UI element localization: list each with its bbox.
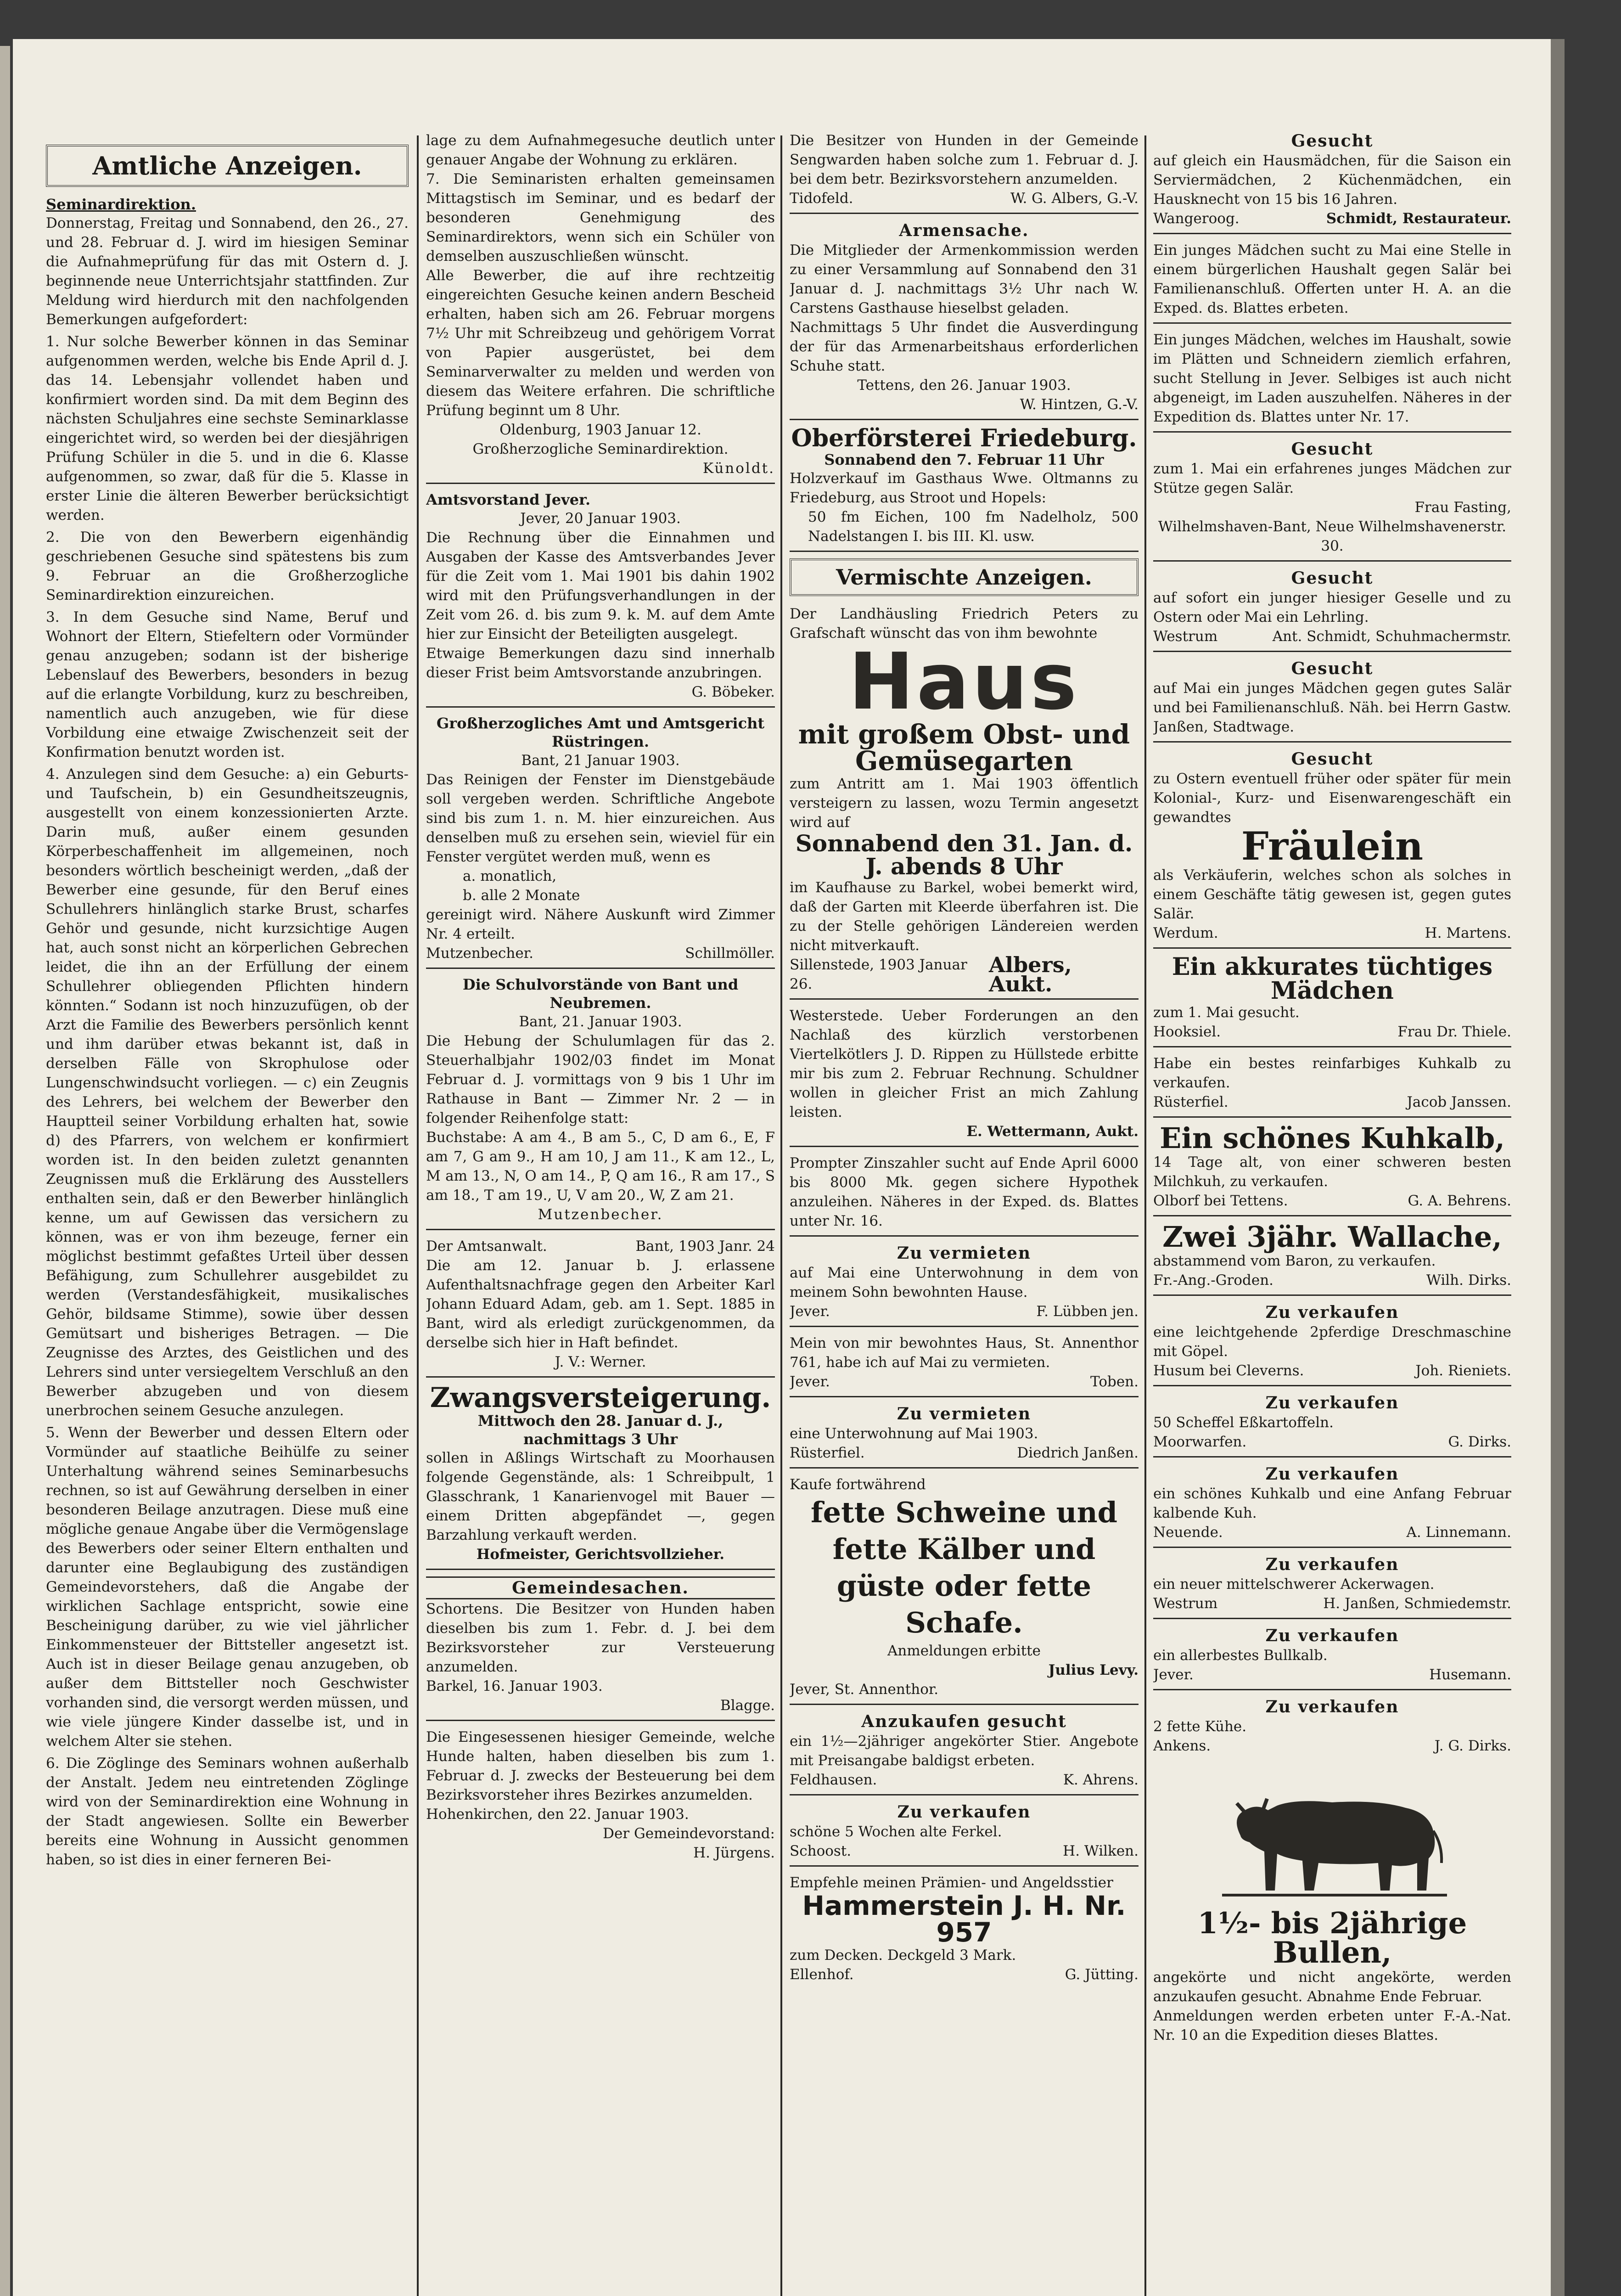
- paragraph: 14 Tage alt, von einer schweren besten Milchkuh, zu verkaufen.: [1153, 1154, 1511, 1190]
- paragraph: Anmeldungen erbitte: [887, 1643, 1041, 1659]
- signature-row: [1153, 1271, 1511, 1290]
- signature: Diedrich Janßen.: [1017, 1445, 1139, 1461]
- book-spine-edge: [1551, 39, 1565, 2296]
- place: Schoost.: [790, 1843, 852, 1859]
- dateline: Oldenburg, 1903 Januar 12.: [499, 422, 701, 438]
- signature: Schmidt, Restaurateur.: [1326, 210, 1511, 227]
- ad-title: Armensache.: [899, 221, 1029, 240]
- ad-title: Gesucht: [1291, 131, 1374, 151]
- signature: Blagge.: [720, 1697, 775, 1714]
- column-rule: [417, 135, 419, 2296]
- signature-row: [790, 1302, 1139, 1321]
- ad-title: Zu vermieten: [897, 1244, 1032, 1263]
- dateline: Barkel, 16. Januar 1903.: [426, 1678, 603, 1694]
- place: Wangeroog.: [1153, 210, 1240, 227]
- signature-row: [1153, 1432, 1511, 1452]
- place: Feldhausen.: [790, 1772, 877, 1788]
- signature: Frau Fasting,: [1414, 499, 1511, 516]
- paragraph: Holzverkauf im Gasthaus Wwe. Oltmanns zu Friedeburg, aus Stroot und Hopels:: [790, 470, 1139, 506]
- signature: K. Ahrens.: [1063, 1772, 1139, 1788]
- headline: Ein akkurates tüchtiges Mädchen: [1172, 953, 1493, 1005]
- signature: G. Jütting.: [1065, 1966, 1139, 1983]
- ad-title: Anzukaufen gesucht: [861, 1712, 1067, 1731]
- ad-title: Oberförsterei Friedeburg.: [791, 424, 1137, 452]
- org-seminardirektion: Seminardirektion.: [46, 196, 196, 213]
- org-name: Großherzogliche Seminardirektion.: [472, 441, 729, 457]
- paragraph: im Kaufhause zu Barkel, wobei bemerkt wird, daß der Garten mit Kleerde überfahren ist. Die zu der Stelle gehörigen Ländereien werden nicht mitverkauft.: [790, 879, 1139, 954]
- paragraph: 5. Wenn der Bewerber und dessen Eltern oder Vormünder auf staatliche Beihülfe zu seiner Unterhaltung während seines Seminarbesuchs rechnen, so ist auf Gewährung derselben in einer besonderen Beilage anzutragen. Diese muß eine mögliche genaue Angabe über die Vermögenslage des Bewerbers oder seiner Eltern enthalten und darunter eine Beglaubigung des zuständigen Gemeindevorstehers, daß die Angabe der wirklichen Sachlage entspricht, sowie eine Bescheinigung darüber, zu wie viel jährlicher Einkommensteuer der Bittsteller angesetzt ist. Auch ist in dieser Beilage genau anzugeben, ob außer dem Bittsteller noch Geschwister vorhanden sind, die versorgt werden müssen, und wie viele jüngere Kinder dasselbe ist, und in welchem Alter sie stehen.: [46, 1424, 409, 1750]
- place: Wilhelmshaven-Bant, Neue Wilhelmshavenerstr. 30.: [1158, 518, 1507, 554]
- ad-title: Zu verkaufen: [1265, 1555, 1399, 1574]
- ad-kartoffeln: [1153, 1393, 1511, 1458]
- paragraph: Anmeldungen werden erbeten unter F.-A.-Nat. Nr. 10 an die Expedition dieses Blattes.: [1153, 2008, 1511, 2043]
- section-header-vermischte: Vermischte Anzeigen.: [790, 558, 1139, 596]
- signature: Jacob Janssen.: [1407, 1094, 1511, 1110]
- dateline: Tettens, den 26. Januar 1903.: [857, 377, 1071, 394]
- paragraph: 6. Die Zöglinge des Seminars wohnen außerhalb der Anstalt. Jedem neu eintretenden Zöglinge wird von der Seminardirektion eine Wohnung in der Stadt angewiesen. Sollte ein Bewerber bereits eine Wohnung in Aussicht genommen haben, so ist dies in einer ferneren Bei-: [46, 1755, 409, 1868]
- ad-westerstede: [790, 1006, 1139, 1147]
- place: Jever.: [1153, 1666, 1194, 1683]
- ad-schulvorstaende: [426, 975, 775, 1230]
- signature-row: [1153, 1523, 1511, 1542]
- paragraph: zu Ostern eventuell früher oder später für mein Kolonial-, Kurz- und Eisenwarengeschäft ein gewandtes: [1153, 771, 1511, 826]
- ad-hammerstein: [790, 1873, 1139, 1989]
- headline-haus: Haus: [848, 636, 1080, 727]
- paragraph: lage zu dem Aufnahmegesuche deutlich unter genauer Angabe der Wohnung zu erklären.: [426, 132, 775, 168]
- signature: Toben.: [1090, 1373, 1139, 1390]
- ad-gesucht-maedchen: [1153, 658, 1511, 743]
- paragraph: Alle Bewerber, die auf ihre rechtzeitig eingereichten Gesuche keinen andern Bescheid erhalten, haben sich am 26. Februar morgens 7½ Uhr mit Schreibzeug und gehörigem Vorrat von Papier ausgerüstet, bei dem Seminarverwalter zu melden und werden von diesem das Weitere erfahren. Die schriftliche Prüfung beginnt um 8 Uhr.: [426, 267, 775, 419]
- signature: Schillmöller.: [685, 945, 775, 962]
- paragraph: Die Besitzer von Hunden in der Gemeinde Sengwarden haben solche zum 1. Februar d. J. bei dem betr. Bezirksvorstehern anzumelden.: [790, 132, 1139, 187]
- title-row: [426, 1237, 775, 1256]
- paragraph: 2. Die von den Bewerbern eigenhändig geschriebenen Gesuche sind spätestens bis zum 9. Februar an die Großherzogliche Seminardirektion einzureichen.: [46, 529, 409, 603]
- paragraph: auf gleich ein Hausmädchen, für die Saison ein Serviermädchen, 2 Küchenmädchen, ein Hausknecht von 15 bis 16 Jahren.: [1153, 152, 1511, 208]
- signature: H. Martens.: [1425, 925, 1511, 941]
- signature-row: [426, 944, 775, 963]
- signature-row: [790, 1372, 1139, 1391]
- ad-title: Amtsvorstand Jever.: [426, 491, 591, 508]
- dateline: Bant, 21 Januar 1903.: [521, 752, 680, 769]
- signature: Mutzenbecher.: [538, 1206, 663, 1223]
- paragraph: zum Decken. Deckgeld 3 Mark.: [790, 1947, 1016, 1964]
- ad-armensache: [790, 220, 1139, 420]
- ad-zwangsversteigerung: [426, 1384, 775, 1570]
- ad-title: Zu verkaufen: [1265, 1464, 1399, 1484]
- place: Rüsterfiel.: [1153, 1094, 1228, 1110]
- signature: Hofmeister, Gerichtsvollzieher.: [476, 1546, 725, 1563]
- place: Olborf bei Tettens.: [1153, 1193, 1288, 1209]
- place: Jever.: [790, 1373, 830, 1390]
- column-1: [46, 131, 409, 2296]
- signature-row: [790, 1965, 1139, 1984]
- paragraph: angekörte und nicht angekörte, werden anzukaufen gesucht. Abnahme Ende Februar.: [1153, 1969, 1511, 2005]
- signature: Ant. Schmidt, Schuhmachermstr.: [1272, 628, 1511, 645]
- ad-gesucht-stuetze: [1153, 439, 1511, 562]
- ad-gesucht-fraeulein: [1153, 749, 1511, 949]
- ad-title: Der Amtsanwalt.: [426, 1238, 547, 1255]
- ad-title: Zwangsversteigerung.: [430, 1382, 771, 1414]
- dateline: Bant, 21. Januar 1903.: [519, 1013, 682, 1030]
- ad-title: Gesucht: [1291, 749, 1374, 769]
- paragraph: Buchstabe: A am 4., B am 5., C, D am 6., E, F am 7, G am 9., H am 10, J am 11., K am 12., L, M am 13., N, O am 14., P, Q am 16., R am 17., S am 18., T am 19., U, V am 20., W, Z am 21.: [426, 1129, 775, 1204]
- signature: G. Böbeker.: [691, 684, 775, 700]
- paragraph: schöne 5 Wochen alte Ferkel.: [790, 1823, 1002, 1840]
- paragraph: Ein junges Mädchen, welches im Haushalt, sowie im Plätten und Schneidern ziemlich erfahren, sucht Stellung in Jever. Selbiges ist auch nicht abgeneigt, im Laden auszuhelfen. Näheres in der Expedition ds. Blattes unter Nr. 17.: [1153, 332, 1511, 425]
- ad-zu-vermieten-2: [790, 1404, 1139, 1469]
- bull-illustration: [1213, 1767, 1452, 1904]
- ad-kuh-kalb: [1153, 1464, 1511, 1548]
- ad-seminar-continued: [426, 131, 775, 484]
- paragraph: ein schönes Kuhkalb und eine Anfang Februar kalbende Kuh.: [1153, 1486, 1511, 1521]
- ad-hunde-sengwarden: [790, 131, 1139, 214]
- paragraph: zum Antritt am 1. Mai 1903 öffentlich versteigern zu lassen, wozu Termin angesetzt wird auf: [790, 776, 1139, 831]
- paragraph: zum 1. Mai ein erfahrenes junges Mädchen zur Stütze gegen Salär.: [1153, 461, 1511, 496]
- paragraph: Kaufe fortwährend: [790, 1476, 926, 1493]
- signature: Albers, Aukt.: [988, 952, 1072, 996]
- column-rule: [780, 135, 782, 2296]
- paragraph: als Verkäuferin, welches schon als solches in einem Geschäfte tätig gewesen ist, gegen gutes Salär.: [1153, 867, 1511, 922]
- signature-row: [790, 1770, 1139, 1790]
- place: Westrum: [1153, 628, 1218, 645]
- paragraph: eine leichtgehende 2pferdige Dreschmaschine mit Göpel.: [1153, 1324, 1511, 1360]
- signature-row: [1153, 1191, 1511, 1210]
- paragraph: auf Mai ein junges Mädchen gegen gutes Salär und bei Familienanschluß. Näh. bei Herrn Gastw. Janßen, Stadtwage.: [1153, 680, 1511, 735]
- headline: Hammerstein J. H. Nr. 957: [802, 1890, 1126, 1948]
- paragraph: ein neuer mittelschwerer Ackerwagen.: [1153, 1576, 1435, 1593]
- ad-title: Zu verkaufen: [1265, 1697, 1399, 1716]
- signature: G. A. Behrens.: [1408, 1193, 1511, 1209]
- ad-oberfoersterei: [790, 424, 1139, 552]
- paragraph: Prompter Zinszahler sucht auf Ende April 6000 bis 8000 Mk. gegen sichere Hypothek anzuleihen. Näheres in der Exped. ds. Blattes unter Nr. 16.: [790, 1155, 1139, 1229]
- paragraph: 3. In dem Gesuche sind Name, Beruf und Wohnort der Eltern, Stiefeltern oder Vormünder genau anzugeben; sodann ist der bisherige Lebenslauf des Bewerbers, besonders in bezug auf die erlangte Vorbildung, kurz zu beschreiben, namentlich auch anzugeben, wie für diese Vorbildung eine etwaige Zwischenzeit seit der Konfirmation benutzt worden ist.: [46, 609, 409, 760]
- ad-subtitle: mit großem Obst- und Gemüsegarten: [798, 719, 1130, 777]
- ad-title: Zu verkaufen: [1265, 1626, 1399, 1645]
- ad-gesucht-geselle: [1153, 568, 1511, 652]
- paragraph: gereinigt wird. Nähere Auskunft wird Zimmer Nr. 4 erteilt.: [426, 906, 775, 942]
- headline: Ein schönes Kuhkalb,: [1160, 1121, 1505, 1155]
- place: Rüsterfiel.: [790, 1445, 865, 1461]
- paragraph: Westerstede. Ueber Forderungen an den Nachlaß des kürzlich verstorbenen Viertelkötlers J. D. Rippen zu Hüllstede erbitte mir bis zum 2. Februar Rechnung. Schuldner wollen in gleicher Frist an mich Zahlung leisten.: [790, 1007, 1139, 1120]
- signature: Husemann.: [1429, 1666, 1511, 1683]
- paragraph: 7. Die Seminaristen erhalten gemeinsamen Mittagstisch im Seminar, und es bedarf der besonderen Genehmigung des Seminardirektors, wenn sich ein Schüler von demselben auszuschließen wünscht.: [426, 171, 775, 264]
- place: Ellenhof.: [790, 1966, 854, 1983]
- ad-akkurates-maedchen: [1153, 955, 1511, 1047]
- signature: Joh. Rieniets.: [1415, 1362, 1511, 1379]
- dateline: Bant, 1903 Janr. 24: [635, 1238, 775, 1255]
- column-rule: [1144, 135, 1146, 2296]
- signature: G. Dirks.: [1448, 1434, 1511, 1450]
- place: Ankens.: [1153, 1738, 1211, 1754]
- place: Westrum: [1153, 1595, 1218, 1612]
- ad-subtitle: Sonnabend den 7. Februar 11 Uhr: [824, 451, 1104, 468]
- dateline: Sillenstede, 1903 Januar 26.: [790, 957, 967, 992]
- dateline: Hohenkirchen, den 22. Januar 1903.: [426, 1806, 689, 1823]
- signature-row: [1153, 923, 1511, 943]
- list-item: b. alle 2 Monate: [463, 887, 580, 904]
- paragraph: Schortens. Die Besitzer von Hunden haben dieselben bis zum 1. Febr. d. J. bei dem Bezirksvorsteher zur Versteuerung anzumelden.: [426, 1601, 775, 1675]
- ad-title: Gesucht: [1291, 659, 1374, 678]
- signature: Künoldt.: [702, 460, 775, 477]
- ad-title: Gesucht: [1291, 568, 1374, 588]
- signature-row: [1153, 1361, 1511, 1380]
- signature: J. G. Dirks.: [1434, 1738, 1511, 1754]
- ad-title: Gesucht: [1291, 439, 1374, 459]
- adjacent-page-edge: [0, 46, 10, 2296]
- signature: H. Wilken.: [1063, 1843, 1139, 1859]
- paragraph: Etwaige Bemerkungen dazu sind innerhalb dieser Frist beim Amtsvorstande anzubringen.: [426, 645, 775, 681]
- paragraph: 2 fette Kühe.: [1153, 1718, 1247, 1735]
- place: Tidofeld.: [790, 190, 853, 207]
- ad-gesucht-wangeroog: [1153, 131, 1511, 234]
- ad-maedchen-stelle: [1153, 241, 1511, 324]
- signature-row: [790, 1443, 1139, 1463]
- paragraph: Die Rechnung über die Einnahmen und Ausgaben der Kasse des Amtsverbandes Jever für die Zeit vom 1. Mai 1901 bis dahin 1902 wird mit den Prüfungsverhandlungen in der Zeit vom 26. d. bis zum 9. k. M. auf dem Amte hier zur Einsicht der Beteiligten ausgelegt.: [426, 529, 775, 642]
- ad-haus: [790, 604, 1139, 1000]
- place: Werdum.: [1153, 925, 1218, 941]
- column-4: [1153, 131, 1511, 2296]
- paragraph: Empfehle meinen Prämien- und Angeldsstier: [790, 1874, 1113, 1891]
- place: Jever, St. Annenthor.: [790, 1681, 939, 1698]
- section-header-amtliche: Amtliche Anzeigen.: [46, 145, 409, 187]
- org-name: Der Gemeindevorstand:: [603, 1825, 775, 1842]
- signature-row: [790, 189, 1139, 208]
- section-header: Gemeindesachen.: [426, 1576, 775, 1599]
- signature-row: [1153, 1594, 1511, 1613]
- place: Jever.: [790, 1303, 830, 1320]
- paragraph: ein 1½—2jähriger angekörter Stier. Angebote mit Preisangabe baldigst erbeten.: [790, 1733, 1139, 1769]
- column-3: [790, 131, 1139, 2296]
- ad-kaufe-schweine: [790, 1475, 1139, 1705]
- paragraph: Donnerstag, Freitag und Sonnabend, den 26., 27. und 28. Februar d. J. wird im hiesigen Seminar die Aufnahmeprüfung für das mit Ostern d. J. beginnende neue Unterrichtsjahr stattfinden. Zur Meldung wird hierdurch mit den nachfolgenden Bemerkungen aufgefordert:: [46, 215, 409, 328]
- paragraph: Die Eingesessenen hiesiger Gemeinde, welche Hunde halten, haben dieselben bis zum 1. Februar d. J. zwecks der Besteuerung bei dem Bezirksvorsteher ihres Bezirkes anzumelden.: [426, 1729, 775, 1803]
- ad-ackerwagen: [1153, 1554, 1511, 1619]
- ad-title: Großherzogliches Amt und Amtsgericht Rüstringen.: [436, 715, 765, 750]
- ad-amtsvorstand: [426, 490, 775, 708]
- signature: Wilh. Dirks.: [1426, 1272, 1511, 1289]
- headline: fette Schweine und fette Kälber und güste oder fette Schafe.: [810, 1496, 1117, 1639]
- place: Neuende.: [1153, 1524, 1223, 1541]
- signature-row: [1153, 209, 1511, 228]
- ad-kuhkalb-2: [1153, 1121, 1511, 1216]
- paragraph: Die Mitglieder der Armenkommission werden zu einer Versammlung auf Sonnabend den 31 Januar d. J. nachmittags 3½ Uhr nach W. Carstens Gasthause hieselbst geladen.: [790, 242, 1139, 316]
- place: Fr.-Ang.-Groden.: [1153, 1272, 1274, 1289]
- paragraph: Der Landhäusling Friedrich Peters zu Grafschaft wünscht das von ihm bewohnte: [790, 606, 1139, 642]
- place: Moorwarfen.: [1153, 1434, 1247, 1450]
- signature: H. Janßen, Schmiedemstr.: [1323, 1595, 1511, 1612]
- paragraph: Das Reinigen der Fenster im Dienstgebäude soll vergeben werden. Schriftliche Angebote sind bis zum 1. n. M. hier einzureichen. Aus denselben muß zu ersehen sein, wieviel für ein Fenster vergütet werden muß, wenn es: [426, 771, 775, 865]
- list-item: a. monatlich,: [463, 868, 557, 884]
- headline: Fräulein: [1241, 823, 1424, 869]
- dateline: Jever, 20 Januar 1903.: [520, 510, 681, 527]
- paragraph: ein allerbestes Bullkalb.: [1153, 1647, 1328, 1664]
- paragraph: sollen in Aßlings Wirtschaft zu Moorhausen folgende Gegenstände, als: 1 Schreibpult, 1 Glasschrank, 1 Kanarienvogel mit Bauer — einem Dritten abgepfändet —, gegen Barzahlung verkauft werden.: [426, 1450, 775, 1543]
- signature-row: [1153, 1092, 1511, 1112]
- headline: 1½- bis 2jährige Bullen,: [1197, 1906, 1467, 1970]
- signature: W. G. Albers, G.-V.: [1010, 190, 1139, 207]
- ad-kuhkalb-1: [1153, 1054, 1511, 1118]
- paragraph: auf sofort ein junger hiesiger Geselle und zu Ostern oder Mai ein Lehrling.: [1153, 590, 1511, 625]
- signature: Mutzenbecher.: [426, 945, 533, 962]
- paragraph: 50 Scheffel Eßkartoffeln.: [1153, 1414, 1334, 1431]
- paragraph: auf Mai eine Unterwohnung in dem von meinem Sohn bewohnten Hause.: [790, 1265, 1139, 1300]
- paragraph: Ein junges Mädchen sucht zu Mai eine Stelle in einem bürgerlichen Haushalt gegen Salär bei Familienanschluß. Offerten unter H. A. an die Exped. ds. Blattes erbeten.: [1153, 242, 1511, 316]
- paragraph: abstammend vom Baron, zu verkaufen.: [1153, 1253, 1436, 1269]
- signature: Julius Levy.: [1048, 1662, 1139, 1678]
- ad-haus-vermieten: [790, 1334, 1139, 1397]
- paragraph: eine Unterwohnung auf Mai 1903.: [790, 1425, 1038, 1442]
- ad-amtsgericht-ruestringen: [426, 714, 775, 969]
- ad-anzukaufen: [790, 1711, 1139, 1795]
- place: Husum bei Cleverns.: [1153, 1362, 1304, 1379]
- ad-subtitle: Mittwoch den 28. Januar d. J., nachmittags 3 Uhr: [477, 1412, 724, 1448]
- paragraph: 1. Nur solche Bewerber können in das Seminar aufgenommen werden, welche bis Ende April d. J. das 14. Lebensjahr vollendet haben und konfirmiert worden sind. Da mit dem Beginn des nächsten Schuljahres eine sechste Seminarklasse eingerichtet wird, so werden bei der diesjährigen Prüfung Schüler in die 5. und in die 6. Klasse aufgenommen, so zwar, daß für die 5. Klasse in erster Linie die älteren Bewerber berücksichtigt werden.: [46, 333, 409, 523]
- ad-title: Zu vermieten: [897, 1404, 1032, 1424]
- ad-ferkel: [790, 1802, 1139, 1867]
- place: Hooksiel.: [1153, 1024, 1221, 1040]
- ad-bullkalb: [1153, 1626, 1511, 1690]
- signature: J. V.: Werner.: [555, 1354, 646, 1370]
- column-2: [426, 131, 775, 2296]
- paragraph: Die am 12. Januar b. J. erlassene Aufenthaltsnachfrage gegen den Arbeiter Karl Johann Eduard Adam, geb. am 1. Sept. 1885 in Bant, wird als erledigt zurückgenommen, da derselbe sich hier in Haft befindet.: [426, 1257, 775, 1351]
- ad-hohenkirchen: [426, 1728, 775, 1867]
- paragraph: Nachmittags 5 Uhr findet die Ausverdingung der für das Armenarbeitshaus erforderlichen Schuhe statt.: [790, 319, 1139, 374]
- signature: Frau Dr. Thiele.: [1397, 1024, 1511, 1040]
- signature-row: [790, 952, 1139, 996]
- ad-dreschmaschine: [1153, 1302, 1511, 1386]
- ad-zu-vermieten-1: [790, 1243, 1139, 1327]
- signature-row: [1153, 1022, 1511, 1041]
- signature-row: [1153, 627, 1511, 646]
- signature: A. Linnemann.: [1406, 1524, 1511, 1541]
- ad-bullen: [1153, 1767, 1511, 2049]
- signature: H. Jürgens.: [693, 1845, 775, 1861]
- paragraph: zum 1. Mai gesucht.: [1153, 1004, 1300, 1021]
- signature: E. Wettermann, Aukt.: [966, 1123, 1139, 1140]
- paragraph: Mein von mir bewohntes Haus, St. Annenthor 761, habe ich auf Mai zu vermieten.: [790, 1335, 1139, 1371]
- auction-date: Sonnabend den 31. Jan. d. J. abends 8 Uhr: [795, 830, 1133, 880]
- signature-row: [1153, 1736, 1511, 1756]
- ad-fette-kuehe: [1153, 1697, 1511, 1760]
- signature: F. Lübben jen.: [1036, 1303, 1139, 1320]
- signature-row: [1153, 1665, 1511, 1684]
- ad-title: Zu verkaufen: [1265, 1303, 1399, 1322]
- headline: Zwei 3jähr. Wallache,: [1162, 1220, 1502, 1254]
- paragraph: Habe ein bestes reinfarbiges Kuhkalb zu verkaufen.: [1153, 1055, 1511, 1091]
- ad-zinszahler: [790, 1154, 1139, 1237]
- ad-gemeindesachen: [426, 1576, 775, 1721]
- signature: W. Hintzen, G.-V.: [1020, 396, 1139, 413]
- ad-amtsanwalt: [426, 1237, 775, 1378]
- ad-title: Zu verkaufen: [897, 1802, 1031, 1822]
- ad-wallache: [1153, 1220, 1511, 1296]
- ad-title: Die Schulvorstände von Bant und Neubremen.: [462, 976, 739, 1012]
- paragraph: 4. Anzulegen sind dem Gesuche: a) ein Geburts- und Taufschein, b) ein Gesundheitszeugnis, ausgestellt von einem konzessionierten Arzte. Darin muß, außer einem gesunden Körperbeschaffenheit im allgemeinen, noch besonders wörtlich bescheinigt werden, „daß der Bewerber eine gesunde, für den Beruf eines Schullehrers hinlänglich starke Brust, scharfes Gehör und gesunde, nicht kurzsichtige Augen hat, auch sonst nicht an körperlichen Gebrechen leidet, die ihn an der Erfüllung der einem Schullehrer obliegenden Pflichten hindern könnten.“ Sodann ist noch hinzuzufügen, ob der Arzt die Familie des Bewerbers persönlich kennt und ihm darüber etwas bekannt ist, daß in derselben Fälle von Skrophulose oder Lungenschwindsucht vorliegen. — c) ein Zeugnis des Lehrers, bei welchem der Bewerber den Hauptteil seiner Vorbildung erhalten hat, sowie d) des Pfarrers, von welchem er konfirmiert worden ist. In den beiden zuletzt genannten Zeugnissen muß die Erklärung des Ausstellers enthalten sein, daß er den Bewerber hinlänglich kenne, um auf Gewissen das versichern zu können, was er von ihm bezeuge, ferner ein möglichst bestimmt gefaßtes Urteil über dessen Befähigung, zum Schullehrer ausgebildet zu werden (Verstandesfähigkeit, musikalisches Gehör, bildsame Stimme), sowie über dessen Gemütsart und bisheriges Betragen. — Die Zeugnisse des Arztes, des Geistlichen und des Lehrers sind unter versiegeltem Verschluß an den Bewerber abzugeben und von diesem unerbrochen seinem Gesuche anzulegen.: [46, 766, 409, 1419]
- paragraph: 50 fm Eichen, 100 fm Nadelholz, 500 Nadelstangen I. bis III. Kl. usw.: [808, 509, 1139, 545]
- signature-row: [790, 1841, 1139, 1861]
- ad-title: Zu verkaufen: [1265, 1393, 1399, 1412]
- paragraph: Die Hebung der Schulumlagen für das 2. Steuerhalbjahr 1902/03 findet im Monat Februar d. J. vormittags von 9 bis 1 Uhr im Rathause in Bant — Zimmer Nr. 2 — in folgender Reihenfolge statt:: [426, 1033, 775, 1126]
- newspaper-page: [13, 39, 1551, 2296]
- ad-maedchen-haushalt: [1153, 330, 1511, 433]
